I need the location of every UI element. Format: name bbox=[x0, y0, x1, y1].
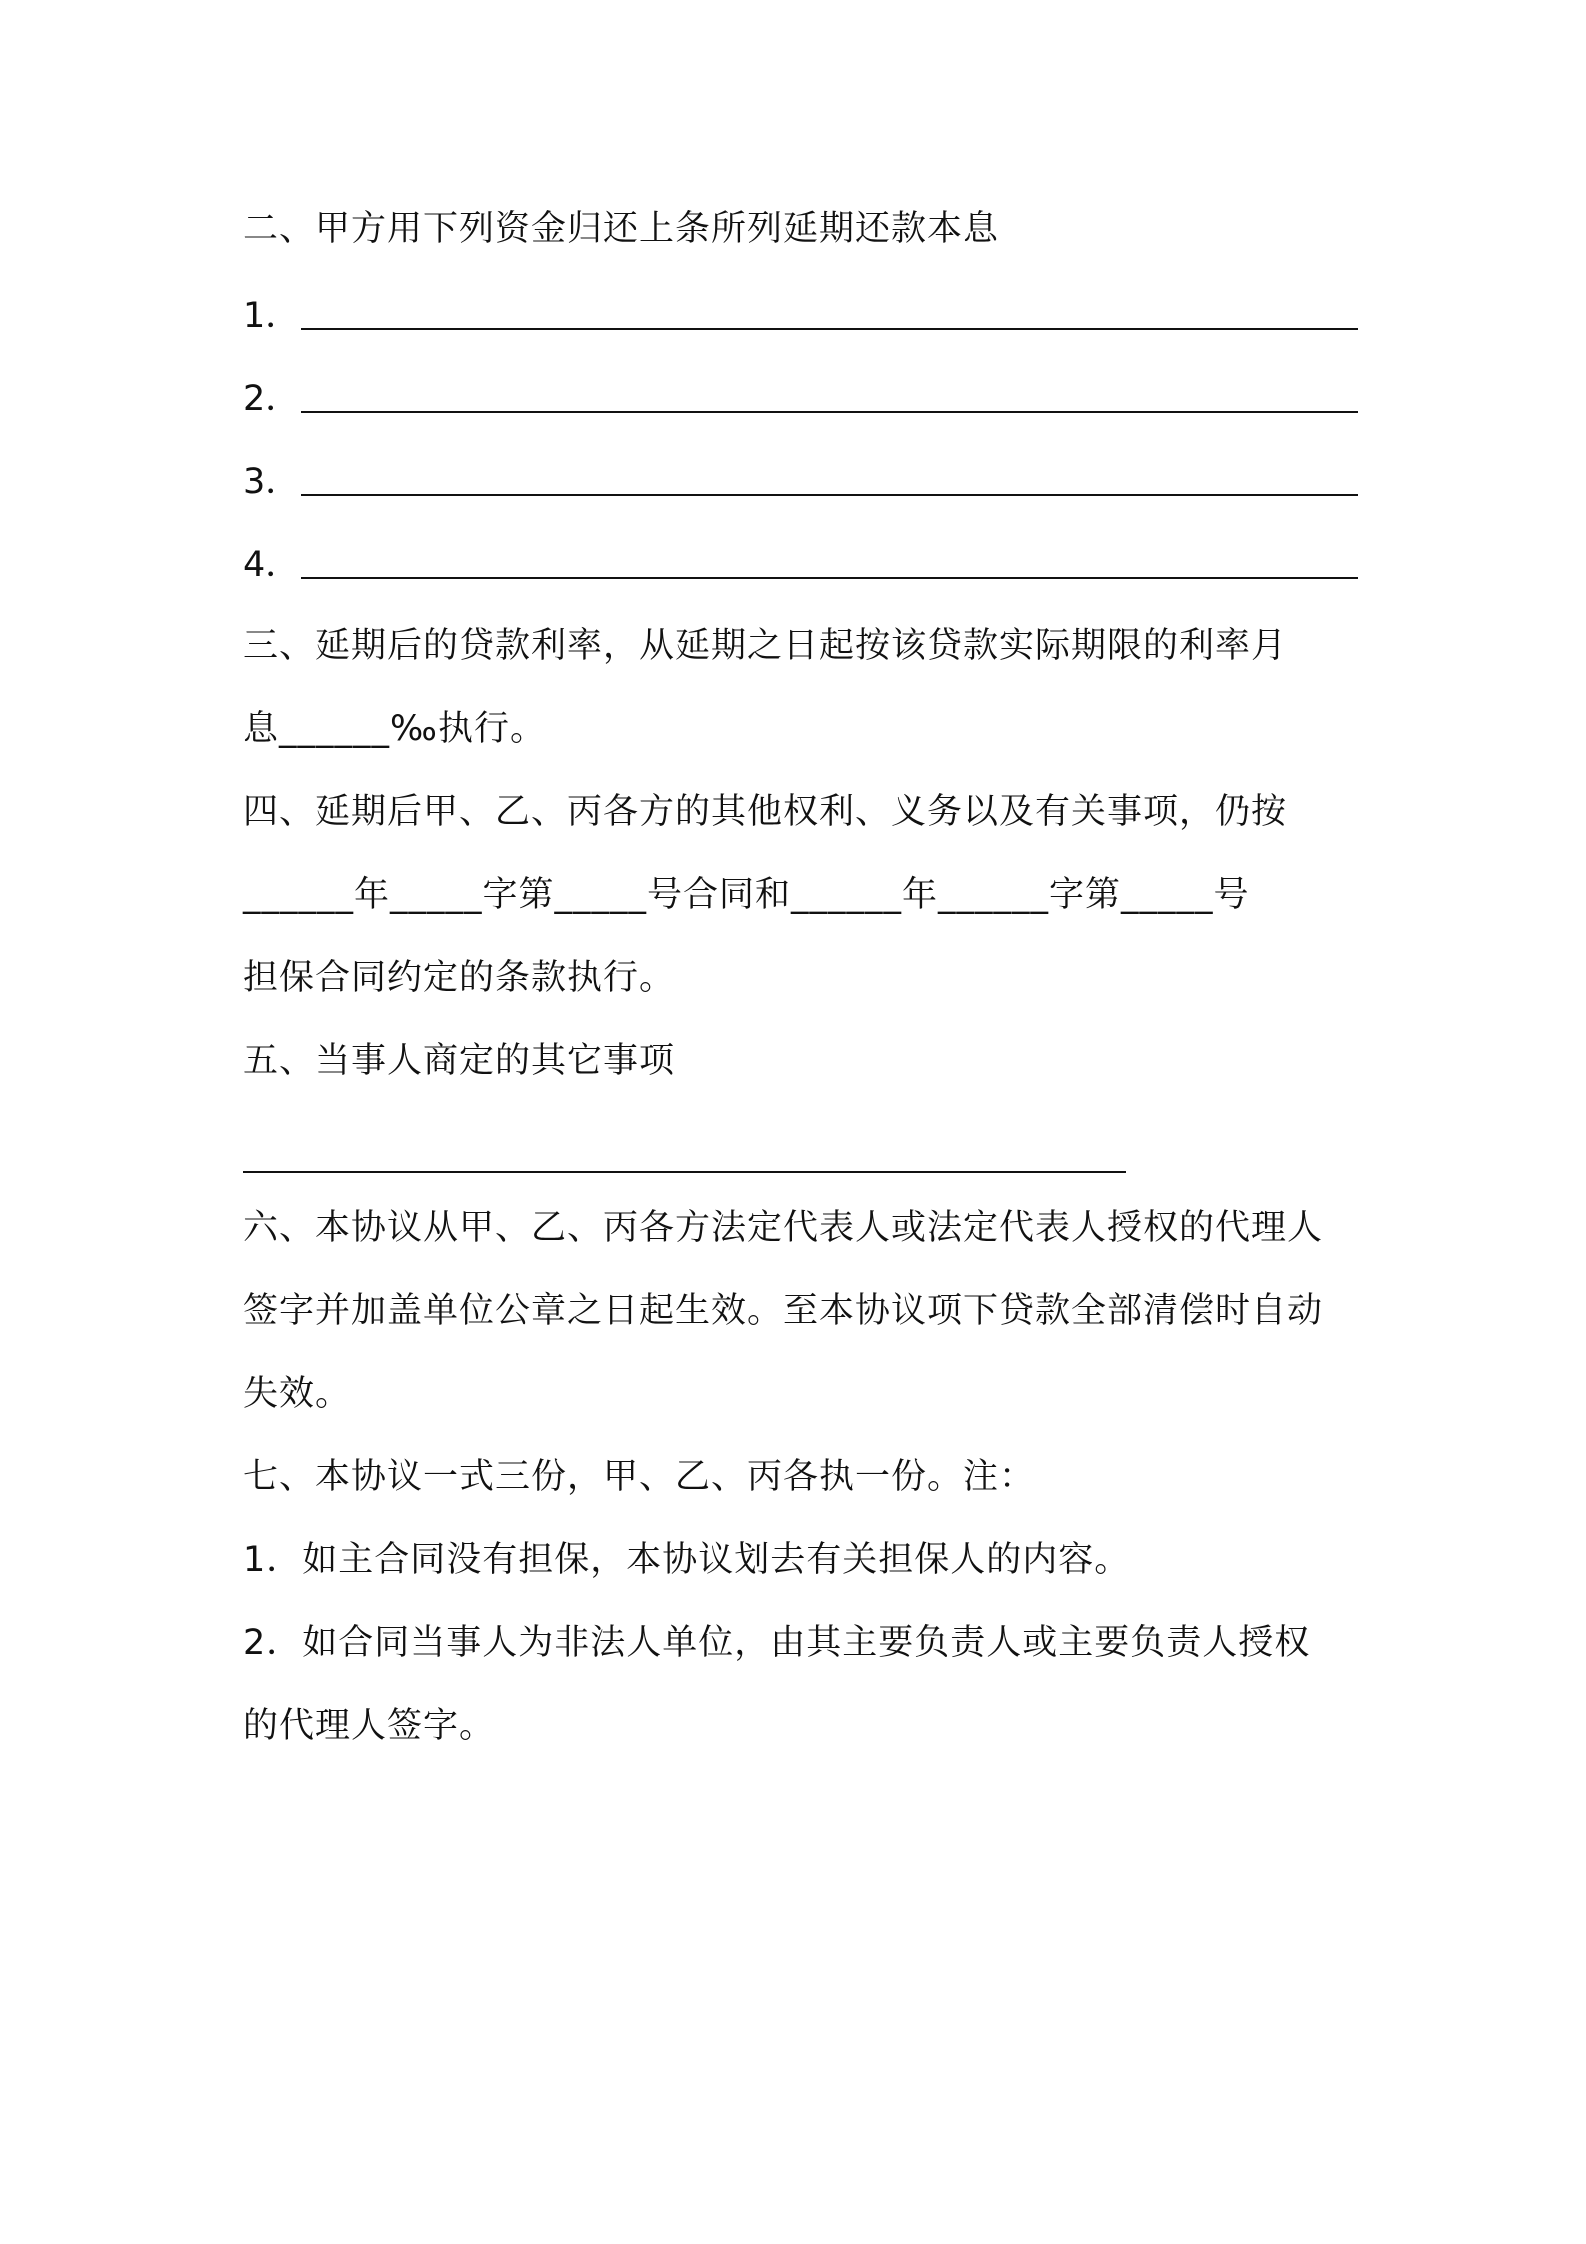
blank-line-2 bbox=[243, 375, 1358, 423]
fill-in-rule bbox=[301, 411, 1358, 413]
fill-in-rule bbox=[301, 494, 1358, 496]
section-3-line-2: 息______‰执行。 bbox=[243, 709, 546, 749]
blank-line-3 bbox=[243, 458, 1358, 506]
fill-in-rule bbox=[301, 577, 1358, 579]
section-6-line-2: 签字并加盖单位公章之日起生效。至本协议项下贷款全部清偿时自动 bbox=[243, 1291, 1324, 1331]
other-matters-fill-rule bbox=[243, 1171, 1126, 1173]
section-6-line-3: 失效。 bbox=[243, 1374, 352, 1414]
blank-line-number: 1． bbox=[243, 296, 301, 336]
section-2-heading: 二、甲方用下列资金归还上条所列延期还款本息 bbox=[243, 209, 1000, 249]
blank-line-1 bbox=[243, 292, 1358, 340]
note-2-line-1: 2．如合同当事人为非法人单位，由其主要负责人或主要负责人授权 bbox=[243, 1623, 1311, 1663]
fill-in-rule bbox=[301, 328, 1358, 330]
note-2-line-2: 的代理人签字。 bbox=[243, 1706, 496, 1746]
blank-line-number: 2． bbox=[243, 379, 301, 419]
blank-line-4 bbox=[243, 541, 1358, 589]
section-7-line-1: 七、本协议一式三份，甲、乙、丙各执一份。注： bbox=[243, 1457, 1036, 1497]
note-1: 1．如主合同没有担保，本协议划去有关担保人的内容。 bbox=[243, 1540, 1131, 1580]
section-3-line-1: 三、延期后的贷款利率，从延期之日起按该贷款实际期限的利率月 bbox=[243, 626, 1288, 666]
blank-line-number: 3． bbox=[243, 462, 301, 502]
section-4-line-1: 四、延期后甲、乙、丙各方的其他权利、义务以及有关事项，仍按 bbox=[243, 792, 1288, 832]
section-4-line-2: ______年_____字第_____号合同和______年______字第_____号 bbox=[243, 875, 1250, 915]
blank-line-number: 4． bbox=[243, 545, 301, 585]
section-4-line-3: 担保合同约定的条款执行。 bbox=[243, 958, 676, 998]
section-6-line-1: 六、本协议从甲、乙、丙各方法定代表人或法定代表人授权的代理人 bbox=[243, 1208, 1324, 1248]
section-5-heading: 五、当事人商定的其它事项 bbox=[243, 1041, 676, 1081]
